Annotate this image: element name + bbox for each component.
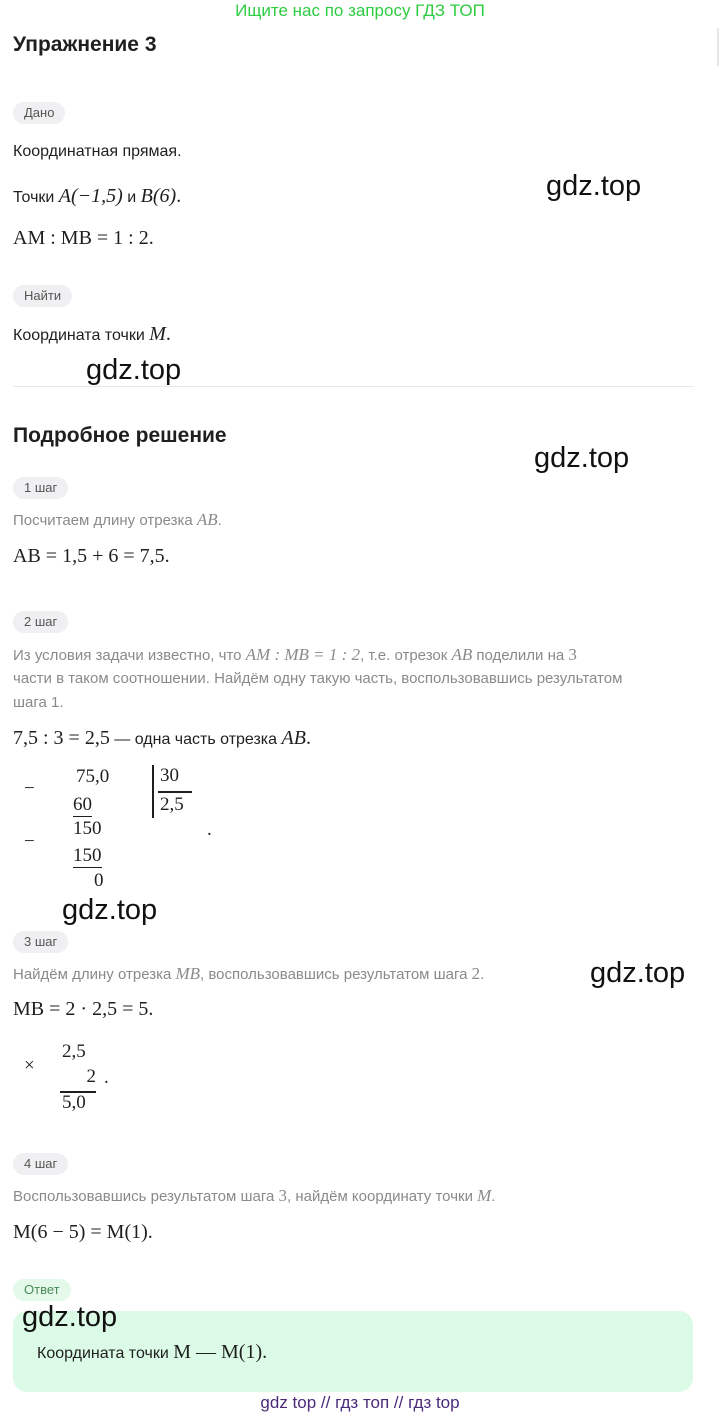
exercise-title: Упражнение 3 (13, 33, 157, 56)
division-remainder-1: 150 (73, 818, 102, 839)
step-4-description (13, 1184, 495, 1209)
mult-factor-b-value: 2 (86, 1066, 96, 1087)
given-and: и (122, 189, 141, 206)
step-2-desc-ratio: AM : MB = 1 : 2 (245, 645, 361, 664)
answer-math: M — M(1). (173, 1341, 268, 1363)
step-4-desc-text: Воспользовавшись результатом шага (13, 1188, 279, 1205)
division-sub-1 (73, 794, 92, 816)
step-3-desc-mid: , воспользовавшись результатом шага (200, 966, 472, 983)
step-1-desc-end: . (217, 512, 222, 529)
step-4-desc-end: . (491, 1188, 496, 1205)
watermark: gdz.top (62, 894, 158, 926)
step-2-desc-c: поделили на (472, 647, 569, 664)
watermark: gdz.top (534, 442, 630, 474)
answer-text (37, 1341, 267, 1365)
step-2-desc-b: , т.е. отрезок (360, 647, 452, 664)
division-divisor (160, 765, 179, 787)
step-2-formula-var: AB (281, 727, 306, 749)
division-divisor-value: 30 (160, 765, 179, 786)
step-2-desc-a: Из условия задачи известно, что (13, 647, 246, 664)
step-3-desc-end: . (480, 966, 485, 983)
step-2-desc-line-3: шага 1. (13, 694, 64, 711)
division-sub-1-value: 60 (73, 794, 92, 815)
point-b: B(6) (140, 185, 177, 207)
solution-title: Подробное решение (13, 424, 227, 447)
given-points-text: Точки (13, 189, 59, 206)
step-4-desc-mid: , найдём координату точки (287, 1188, 478, 1205)
step-3-desc-text: Найдём длину отрезка (13, 966, 176, 983)
mult-factor-a: 2,5 (62, 1041, 86, 1062)
mult-factor-b (62, 1066, 96, 1088)
step-1-formula: AB = 1,5 + 6 = 7,5. (13, 545, 170, 567)
watermark: gdz.top (590, 957, 686, 989)
division-minus-2: − (24, 831, 35, 852)
step-2-desc-line-1 (13, 643, 577, 668)
step-3-badge: 3 шаг (13, 931, 68, 953)
given-badge: Дано (13, 102, 65, 124)
find-text-prefix: Координата точки (13, 327, 150, 344)
step-3-desc-var: MB (175, 964, 201, 983)
given-line-1: Координатная прямая. (13, 143, 182, 160)
step-2-formula-end: . (305, 727, 311, 749)
division-sub-2-value: 150 (73, 845, 102, 866)
step-1-desc-text: Посчитаем длину отрезка (13, 512, 197, 529)
division-minus-1: − (24, 778, 35, 799)
mult-result: 5,0 (62, 1092, 86, 1113)
step-4-desc-num: 3 (278, 1186, 288, 1205)
step-2-desc-var: AB (451, 645, 473, 664)
step-2-formula-math: 7,5 : 3 = 2,5 (13, 727, 110, 749)
watermark: gdz.top (86, 354, 182, 386)
step-4-desc-var: M (477, 1186, 492, 1205)
step-1-badge: 1 шаг (13, 477, 68, 499)
mult-dot: . (104, 1067, 109, 1088)
step-1-description (13, 508, 222, 533)
step-2-badge: 2 шаг (13, 611, 68, 633)
find-text (13, 323, 171, 347)
scroll-edge (717, 28, 719, 66)
watermark: gdz.top (22, 1301, 118, 1333)
point-a: A(−1,5) (58, 185, 123, 207)
answer-badge: Ответ (13, 1279, 71, 1301)
find-var: M (149, 323, 166, 345)
division-divisor-line (158, 791, 192, 793)
given-period: . (176, 185, 182, 207)
find-badge: Найти (13, 285, 72, 307)
step-2-formula-text: — одна часть отрезка (109, 731, 282, 748)
division-quotient: 2,5 (160, 794, 184, 815)
promo-banner[interactable]: Ищите нас по запросу ГДЗ ТОП (235, 1, 485, 20)
step-3-formula: MB = 2 · 2,5 = 5. (13, 998, 154, 1020)
step-3-desc-num: 2 (471, 964, 481, 983)
find-period: . (165, 323, 171, 345)
division-sub-2 (73, 845, 102, 867)
division-bracket (152, 765, 154, 818)
step-2-desc-line-2: части в таком соотношении. Найдём одну такую часть, воспользовавшись результатом (13, 670, 623, 687)
division-remainder-2: 0 (94, 870, 104, 891)
division-dot: . (207, 819, 212, 840)
step-2-desc-num: 3 (568, 645, 577, 664)
division-dividend: 75,0 (76, 766, 110, 787)
footer-links[interactable]: gdz top // гдз топ // гдз top (260, 1393, 460, 1412)
step-4-formula: M(6 − 5) = M(1). (13, 1221, 153, 1243)
watermark: gdz.top (546, 170, 642, 202)
step-1-desc-var: AB (196, 510, 218, 529)
mult-sign: × (24, 1055, 35, 1076)
given-ratio: AM : MB = 1 : 2. (13, 227, 154, 249)
step-3-description (13, 962, 484, 987)
answer-text-prefix: Координата точки (37, 1345, 174, 1362)
step-4-badge: 4 шаг (13, 1153, 68, 1175)
given-line-2 (13, 185, 181, 209)
step-2-formula (13, 727, 311, 751)
